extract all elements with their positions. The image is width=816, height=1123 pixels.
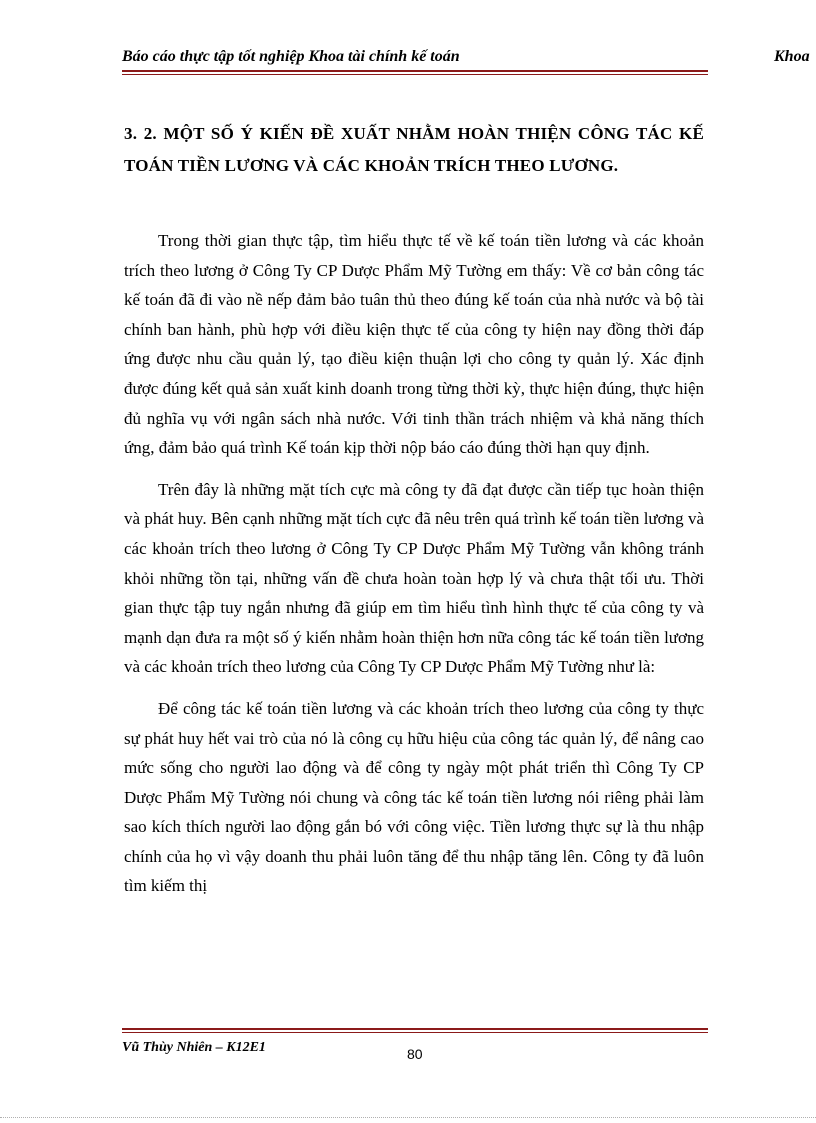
paragraph-2: Trên đây là những mặt tích cực mà công ty đã đạt được cần tiếp tục hoàn thiện và phát huy. Bên cạnh những mặt tích cực đã nêu trên quá trình kế toán tiền lương và các khoản trích theo lương ở Công Ty CP Dược Phẩm Mỹ Tường vẫn không tránh khỏi những tồn tại, những vấn đề chưa hoàn toàn hợp lý và chưa thật tối ưu. Thời gian thực tập tuy ngắn nhưng đã giúp em tìm hiểu tình hình thực tế của công ty và mạnh dạn đưa ra một số ý kiến nhằm hoàn thiện hơn nữa công tác kế toán tiền lương và các khoản trích theo lương của Công Ty CP Dược Phẩm Mỹ Tường như là: [124,479,704,677]
footer-rule-thin [122,1032,708,1033]
body-text [124,226,704,913]
footer-author: Vũ Thùy Nhiên – K12E1 [122,1040,266,1055]
header-right-text: Khoa [774,48,810,65]
page-number: 80 [407,1046,423,1062]
header-rule-thin [122,74,708,75]
section-heading: 3. 2. MỘT SỐ Ý KIẾN ĐỀ XUẤT NHẰM HOÀN THIỆN CÔNG TÁC KẾ TOÁN TIỀN LƯƠNG VÀ CÁC KHOẢN TRÍCH THEO LƯƠNG. [124,124,704,175]
header-title: Báo cáo thực tập tốt nghiệp Khoa tài chính kế toán [122,48,460,65]
paragraph-1: Trong thời gian thực tập, tìm hiểu thực tế về kế toán tiền lương và các khoản trích theo lương ở Công Ty CP Dược Phẩm Mỹ Tường em thấy: Về cơ bản công tác kế toán đã đi vào nề nếp đảm bảo tuân thủ theo đúng kế toán của nhà nước và bộ tài chính ban hành, phù hợp với điều kiện thực tế của công ty hiện nay đồng thời đáp ứng được nhu cầu quản lý, tạo điều kiện thuận lợi cho công ty quản lý. Xác định được đúng kết quả sản xuất kinh doanh trong từng thời kỳ, thực hiện đúng, thực hiện đủ nghĩa vụ với ngân sách nhà nước. Với tinh thần trách nhiệm và khả năng thích ứng, đảm bảo quá trình Kế toán kịp thời nộp báo cáo đúng thời hạn quy định. [124,231,704,458]
footer-rule-thick [122,1028,708,1030]
header-rule-thick [122,70,708,72]
page-edge-dotted-line [0,1117,816,1118]
paragraph-3: Để công tác kế toán tiền lương và các khoản trích theo lương của công ty thực sự phát huy hết vai trò của nó là công cụ hữu hiệu của công tác quản lý, để nâng cao mức sống cho người lao động và để công ty ngày một phát triển thì Công Ty CP Dược Phẩm Mỹ Tường nói chung và công tác kế toán tiền lương nói riêng phải làm sao kích thích người lao động gắn bó với công việc. Tiền lương thực sự là thu nhập chính của họ vì vậy doanh thu phải luôn tăng để thu nhập tăng lên. Công ty đã luôn tìm kiếm thị [124,698,704,896]
